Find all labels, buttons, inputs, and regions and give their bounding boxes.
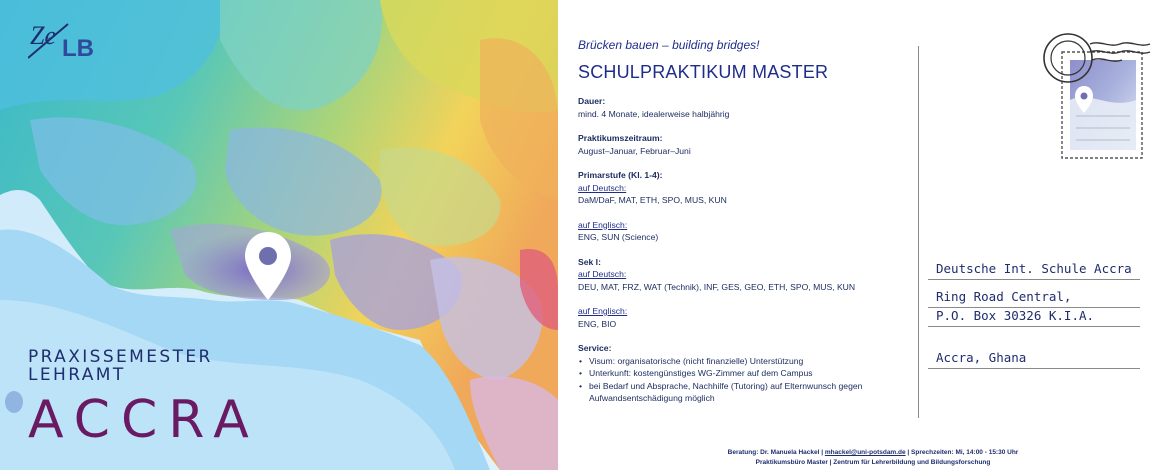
service-item: • Unterkunft: kostengünstiges WG-Zimmer auf dem Campus xyxy=(578,367,908,380)
dauer-text: mind. 4 Monate, idealerweise halbjährig xyxy=(578,108,730,119)
section-primarstufe xyxy=(578,169,908,244)
address-line3: P.O. Box 30326 K.I.A. xyxy=(928,307,1140,327)
service-label: Service: xyxy=(578,343,612,353)
zeitraum-text: August–Januar, Februar–Juni xyxy=(578,145,691,156)
footer-contact xyxy=(578,448,1168,458)
postage-stamp xyxy=(1040,30,1152,169)
program-info xyxy=(578,38,908,405)
zeitraum-label: Praktikumszeitraum: xyxy=(578,133,663,143)
primar-label: Primarstufe (Kl. 1-4): xyxy=(578,170,663,180)
address-line4: Accra, Ghana xyxy=(928,349,1140,369)
program-subtitle-line1: PRAXISSEMESTER xyxy=(28,347,213,367)
sek-en-label: auf Englisch: xyxy=(578,306,628,316)
tagline: Brücken bauen – building bridges! xyxy=(578,38,760,52)
dauer-label: Dauer: xyxy=(578,96,606,106)
program-subtitle-line2: LEHRAMT xyxy=(28,365,126,385)
section-service xyxy=(578,342,908,405)
footer-suffix: | Sprechzeiten: Mi, 14:00 - 15:30 Uhr xyxy=(905,449,1019,456)
section-zeitraum xyxy=(578,132,908,157)
logo-ze-text: Ze xyxy=(30,21,56,50)
sek-de-label: auf Deutsch: xyxy=(578,269,627,279)
address-line1: Deutsche Int. Schule Accra xyxy=(928,260,1140,280)
heading: SCHULPRAKTIKUM MASTER xyxy=(578,62,829,82)
title-block xyxy=(28,348,260,450)
address-line2: Ring Road Central, xyxy=(928,288,1140,308)
primar-de-label: auf Deutsch: xyxy=(578,182,627,193)
primar-de-text: DaM/DaF, MAT, ETH, SPO, MUS, KUN xyxy=(578,195,727,205)
footer-institution: Praktikumsbüro Master | Zentrum für Lehrerbildung und Bildungsforschung xyxy=(755,458,991,466)
service-list xyxy=(578,355,908,405)
section-sek xyxy=(578,256,908,331)
contact-email-link[interactable]: mhackel@uni-potsdam.de xyxy=(824,449,906,456)
sek-label: Sek I: xyxy=(578,256,601,267)
footer-prefix: Beratung: Dr. Manuela Hackel | xyxy=(727,449,825,456)
service-item: • bei Bedarf und Absprache, Nachhilfe (Tutoring) auf Elternwunsch gegen Aufwandsentschädigung möglich xyxy=(578,380,908,405)
logo-lb-text: LB xyxy=(62,35,94,62)
sek-en-text: ENG, BIO xyxy=(578,318,617,329)
city-title: ACCRA xyxy=(28,390,260,450)
service-item: • Visum: organisatorische (nicht finanzielle) Unterstützung xyxy=(578,355,908,368)
primar-en-label: auf Englisch: xyxy=(578,219,628,230)
primar-en-text: ENG, SUN (Science) xyxy=(578,232,659,242)
footer xyxy=(578,448,1168,467)
sek-de-text: DEU, MAT, FRZ, WAT (Technik), INF, GES, GEO, ETH, SPO, MUS, KUN xyxy=(578,281,856,292)
zelb-logo xyxy=(28,18,118,64)
map-panel xyxy=(0,0,558,470)
section-dauer xyxy=(578,95,908,120)
postcard-divider xyxy=(918,46,919,418)
